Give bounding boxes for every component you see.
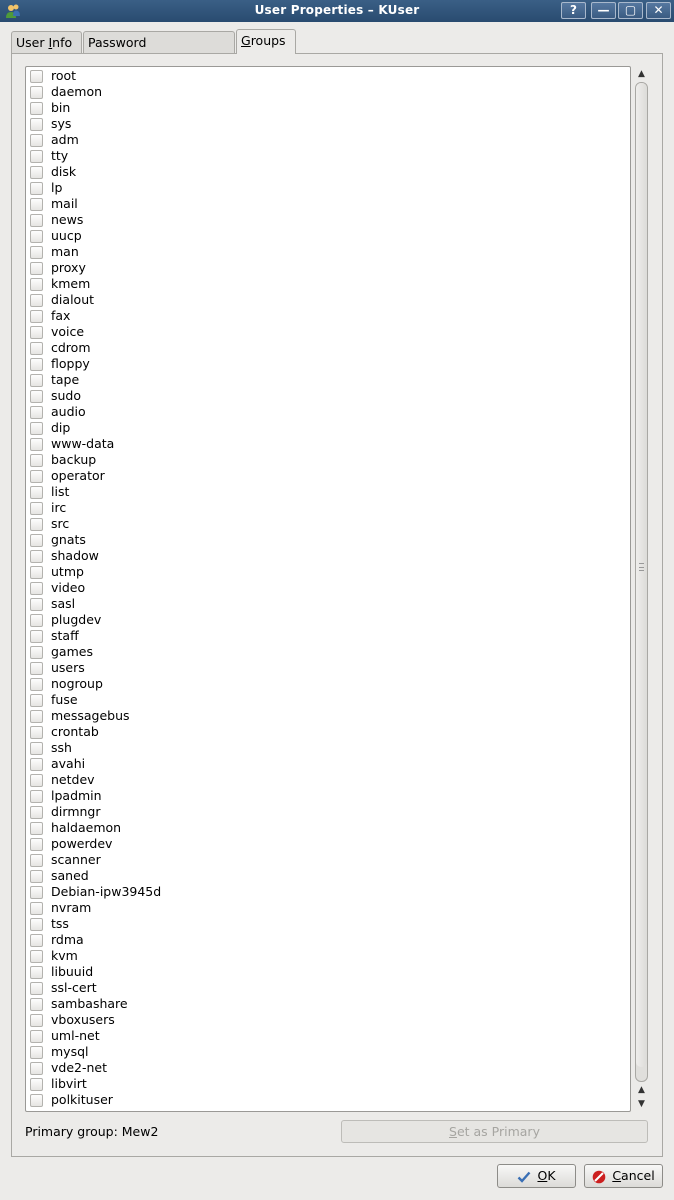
group-label: daemon xyxy=(51,84,103,99)
button-label: OK xyxy=(537,1168,556,1183)
group-label: list xyxy=(51,484,70,499)
group-checkbox[interactable] xyxy=(30,982,43,995)
group-label: man xyxy=(51,244,79,259)
group-label: tape xyxy=(51,372,80,387)
group-checkbox[interactable] xyxy=(30,918,43,931)
group-row[interactable] xyxy=(26,244,630,260)
group-row[interactable] xyxy=(26,292,630,308)
group-checkbox[interactable] xyxy=(30,966,43,979)
cancel-button[interactable] xyxy=(584,1164,663,1188)
group-label: sys xyxy=(51,116,72,131)
group-checkbox[interactable] xyxy=(30,950,43,963)
group-row[interactable] xyxy=(26,1092,630,1108)
group-checkbox[interactable] xyxy=(30,118,43,131)
group-row[interactable] xyxy=(26,324,630,340)
group-label: messagebus xyxy=(51,708,130,723)
tab-password-management[interactable] xyxy=(83,31,235,53)
group-label: www-data xyxy=(51,436,115,451)
group-checkbox[interactable] xyxy=(30,822,43,835)
group-checkbox[interactable] xyxy=(30,598,43,611)
group-row[interactable] xyxy=(26,276,630,292)
group-row[interactable] xyxy=(26,756,630,772)
group-label: crontab xyxy=(51,724,99,739)
group-row[interactable] xyxy=(26,980,630,996)
title-bar[interactable] xyxy=(0,0,674,22)
group-checkbox[interactable] xyxy=(30,214,43,227)
group-checkbox[interactable] xyxy=(30,566,43,579)
group-row[interactable] xyxy=(26,644,630,660)
group-row[interactable] xyxy=(26,1060,630,1076)
group-label: polkituser xyxy=(51,1092,113,1107)
group-checkbox[interactable] xyxy=(30,694,43,707)
group-checkbox[interactable] xyxy=(30,102,43,115)
group-row[interactable] xyxy=(26,388,630,404)
group-row[interactable] xyxy=(26,820,630,836)
group-row[interactable] xyxy=(26,1012,630,1028)
group-label: dirmngr xyxy=(51,804,101,819)
group-checkbox[interactable] xyxy=(30,326,43,339)
help-button[interactable]: ? xyxy=(561,2,586,19)
group-label: kmem xyxy=(51,276,91,291)
group-checkbox[interactable] xyxy=(30,678,43,691)
group-label: fax xyxy=(51,308,71,323)
group-label: nogroup xyxy=(51,676,103,691)
group-checkbox[interactable] xyxy=(30,1078,43,1091)
group-row[interactable] xyxy=(26,212,630,228)
group-label: tss xyxy=(51,916,69,931)
group-row[interactable] xyxy=(26,1076,630,1092)
group-label: lp xyxy=(51,180,63,195)
group-label: scanner xyxy=(51,852,101,867)
group-checkbox[interactable] xyxy=(30,310,43,323)
group-row[interactable] xyxy=(26,500,630,516)
grip-icon xyxy=(639,563,644,571)
group-checkbox[interactable] xyxy=(30,630,43,643)
group-label: fuse xyxy=(51,692,78,707)
group-row[interactable] xyxy=(26,612,630,628)
group-checkbox[interactable] xyxy=(30,246,43,259)
group-row[interactable] xyxy=(26,84,630,100)
group-label: nvram xyxy=(51,900,92,915)
group-label: uml-net xyxy=(51,1028,100,1043)
group-checkbox[interactable] xyxy=(30,134,43,147)
group-checkbox[interactable] xyxy=(30,374,43,387)
group-row[interactable] xyxy=(26,596,630,612)
group-label: kvm xyxy=(51,948,78,963)
group-row[interactable] xyxy=(26,356,630,372)
cancel-icon xyxy=(592,1170,606,1184)
group-row[interactable] xyxy=(26,468,630,484)
group-row[interactable] xyxy=(26,740,630,756)
group-label: backup xyxy=(51,452,97,467)
group-label: tty xyxy=(51,148,69,163)
group-label: irc xyxy=(51,500,67,515)
group-checkbox[interactable] xyxy=(30,502,43,515)
group-checkbox[interactable] xyxy=(30,438,43,451)
tab-label: User Info xyxy=(16,35,73,50)
group-checkbox[interactable] xyxy=(30,774,43,787)
group-checkbox[interactable] xyxy=(30,646,43,659)
group-row[interactable] xyxy=(26,404,630,420)
group-checkbox[interactable] xyxy=(30,518,43,531)
group-checkbox[interactable] xyxy=(30,998,43,1011)
group-label: rdma xyxy=(51,932,84,947)
group-row[interactable] xyxy=(26,948,630,964)
group-checkbox[interactable] xyxy=(30,342,43,355)
set-as-primary-button[interactable] xyxy=(341,1120,648,1143)
group-checkbox[interactable] xyxy=(30,1030,43,1043)
group-checkbox[interactable] xyxy=(30,534,43,547)
group-label: gnats xyxy=(51,532,86,547)
group-checkbox[interactable] xyxy=(30,262,43,275)
group-row[interactable] xyxy=(26,548,630,564)
group-row[interactable] xyxy=(26,884,630,900)
group-checkbox[interactable] xyxy=(30,1014,43,1027)
group-label: vde2-net xyxy=(51,1060,107,1075)
group-row[interactable] xyxy=(26,628,630,644)
group-label: bin xyxy=(51,100,71,115)
button-label: Set as Primary xyxy=(449,1124,540,1139)
group-label: lpadmin xyxy=(51,788,102,803)
group-checkbox[interactable] xyxy=(30,902,43,915)
group-label: sasl xyxy=(51,596,76,611)
group-row[interactable] xyxy=(26,116,630,132)
scroll-handle[interactable] xyxy=(636,83,647,1067)
group-checkbox[interactable] xyxy=(30,406,43,419)
group-row[interactable] xyxy=(26,964,630,980)
group-checkbox[interactable] xyxy=(30,230,43,243)
group-label: dip xyxy=(51,420,71,435)
group-row[interactable] xyxy=(26,308,630,324)
group-row[interactable] xyxy=(26,852,630,868)
group-label: plugdev xyxy=(51,612,102,627)
group-row[interactable] xyxy=(26,100,630,116)
group-checkbox[interactable] xyxy=(30,358,43,371)
group-row[interactable] xyxy=(26,724,630,740)
group-label: floppy xyxy=(51,356,90,371)
button-label: Cancel xyxy=(612,1168,655,1183)
group-checkbox[interactable] xyxy=(30,150,43,163)
group-label: ssl-cert xyxy=(51,980,97,995)
group-row[interactable] xyxy=(26,372,630,388)
group-list-frame xyxy=(25,66,631,1112)
group-label: voice xyxy=(51,324,85,339)
tab-label: Password xyxy=(88,35,147,50)
group-checkbox[interactable] xyxy=(30,86,43,99)
close-button[interactable]: ✕ xyxy=(646,2,671,19)
group-label: users xyxy=(51,660,85,675)
group-row[interactable] xyxy=(26,868,630,884)
group-checkbox[interactable] xyxy=(30,182,43,195)
group-row[interactable] xyxy=(26,196,630,212)
group-checkbox[interactable] xyxy=(30,614,43,627)
minimize-button[interactable]: — xyxy=(591,2,616,19)
group-row[interactable] xyxy=(26,916,630,932)
group-row[interactable] xyxy=(26,564,630,580)
group-row[interactable] xyxy=(26,708,630,724)
group-checkbox[interactable] xyxy=(30,198,43,211)
ok-button[interactable] xyxy=(497,1164,576,1188)
group-label: netdev xyxy=(51,772,95,787)
group-row[interactable] xyxy=(26,228,630,244)
group-label: news xyxy=(51,212,84,227)
group-label: libuuid xyxy=(51,964,94,979)
group-label: video xyxy=(51,580,86,595)
group-label: vboxusers xyxy=(51,1012,115,1027)
group-checkbox[interactable] xyxy=(30,1046,43,1059)
group-checkbox[interactable] xyxy=(30,742,43,755)
group-row[interactable] xyxy=(26,804,630,820)
tab-user-info[interactable] xyxy=(11,31,82,53)
group-label: saned xyxy=(51,868,89,883)
window-title: User Properties – KUser xyxy=(254,3,420,17)
group-checkbox[interactable] xyxy=(30,886,43,899)
primary-group-label: Primary group: Mew2 xyxy=(25,1124,159,1139)
group-label: ssh xyxy=(51,740,72,755)
group-label: sudo xyxy=(51,388,82,403)
group-checkbox[interactable] xyxy=(30,166,43,179)
group-label: Debian-ipw3945d xyxy=(51,884,162,899)
group-checkbox[interactable] xyxy=(30,838,43,851)
tab-label: Groups xyxy=(241,33,286,48)
group-row[interactable] xyxy=(26,836,630,852)
group-label: haldaemon xyxy=(51,820,122,835)
group-label: root xyxy=(51,68,77,83)
group-row[interactable] xyxy=(26,1028,630,1044)
group-checkbox[interactable] xyxy=(30,806,43,819)
group-row[interactable] xyxy=(26,516,630,532)
group-checkbox[interactable] xyxy=(30,934,43,947)
group-label: avahi xyxy=(51,756,86,771)
scroll-up-icon[interactable]: ▲ xyxy=(638,1085,645,1095)
group-row[interactable] xyxy=(26,996,630,1012)
tab-groups[interactable] xyxy=(236,29,296,54)
group-label: proxy xyxy=(51,260,86,275)
group-label: libvirt xyxy=(51,1076,87,1091)
group-checkbox[interactable] xyxy=(30,486,43,499)
group-checkbox[interactable] xyxy=(30,454,43,467)
group-row[interactable] xyxy=(26,68,630,84)
group-label: audio xyxy=(51,404,86,419)
group-checkbox[interactable] xyxy=(30,854,43,867)
group-row[interactable] xyxy=(26,420,630,436)
group-list xyxy=(26,68,630,1108)
group-checkbox[interactable] xyxy=(30,1094,43,1107)
group-row[interactable] xyxy=(26,436,630,452)
group-row[interactable] xyxy=(26,660,630,676)
group-checkbox[interactable] xyxy=(30,710,43,723)
group-row[interactable] xyxy=(26,676,630,692)
group-checkbox[interactable] xyxy=(30,582,43,595)
group-checkbox[interactable] xyxy=(30,1062,43,1075)
group-checkbox[interactable] xyxy=(30,422,43,435)
group-row[interactable] xyxy=(26,180,630,196)
group-row[interactable] xyxy=(26,484,630,500)
group-row[interactable] xyxy=(26,932,630,948)
group-row[interactable] xyxy=(26,580,630,596)
group-label: mail xyxy=(51,196,78,211)
group-checkbox[interactable] xyxy=(30,726,43,739)
vertical-scrollbar[interactable] xyxy=(634,66,649,1112)
group-row[interactable] xyxy=(26,164,630,180)
scroll-down-icon[interactable]: ▼ xyxy=(638,1099,645,1109)
group-label: utmp xyxy=(51,564,84,579)
scroll-up-icon[interactable]: ▲ xyxy=(638,69,645,79)
group-checkbox[interactable] xyxy=(30,790,43,803)
group-row[interactable] xyxy=(26,340,630,356)
group-row[interactable] xyxy=(26,900,630,916)
group-row[interactable] xyxy=(26,532,630,548)
group-row[interactable] xyxy=(26,772,630,788)
group-label: sambashare xyxy=(51,996,128,1011)
group-checkbox[interactable] xyxy=(30,70,43,83)
group-label: uucp xyxy=(51,228,82,243)
group-checkbox[interactable] xyxy=(30,390,43,403)
group-checkbox[interactable] xyxy=(30,758,43,771)
group-label: adm xyxy=(51,132,79,147)
group-row[interactable] xyxy=(26,692,630,708)
group-checkbox[interactable] xyxy=(30,278,43,291)
maximize-button[interactable]: ▢ xyxy=(618,2,643,19)
group-checkbox[interactable] xyxy=(30,662,43,675)
scroll-track[interactable] xyxy=(635,82,648,1082)
group-label: shadow xyxy=(51,548,99,563)
group-row[interactable] xyxy=(26,788,630,804)
group-row[interactable] xyxy=(26,1044,630,1060)
group-row[interactable] xyxy=(26,452,630,468)
group-label: mysql xyxy=(51,1044,89,1059)
group-checkbox[interactable] xyxy=(30,870,43,883)
group-label: operator xyxy=(51,468,105,483)
group-label: src xyxy=(51,516,70,531)
group-label: cdrom xyxy=(51,340,91,355)
group-checkbox[interactable] xyxy=(30,550,43,563)
checkmark-icon xyxy=(517,1170,531,1184)
group-label: disk xyxy=(51,164,77,179)
group-label: dialout xyxy=(51,292,95,307)
group-checkbox[interactable] xyxy=(30,470,43,483)
group-row[interactable] xyxy=(26,132,630,148)
group-row[interactable] xyxy=(26,148,630,164)
group-label: powerdev xyxy=(51,836,113,851)
group-label: games xyxy=(51,644,93,659)
group-checkbox[interactable] xyxy=(30,294,43,307)
group-label: staff xyxy=(51,628,79,643)
group-row[interactable] xyxy=(26,260,630,276)
